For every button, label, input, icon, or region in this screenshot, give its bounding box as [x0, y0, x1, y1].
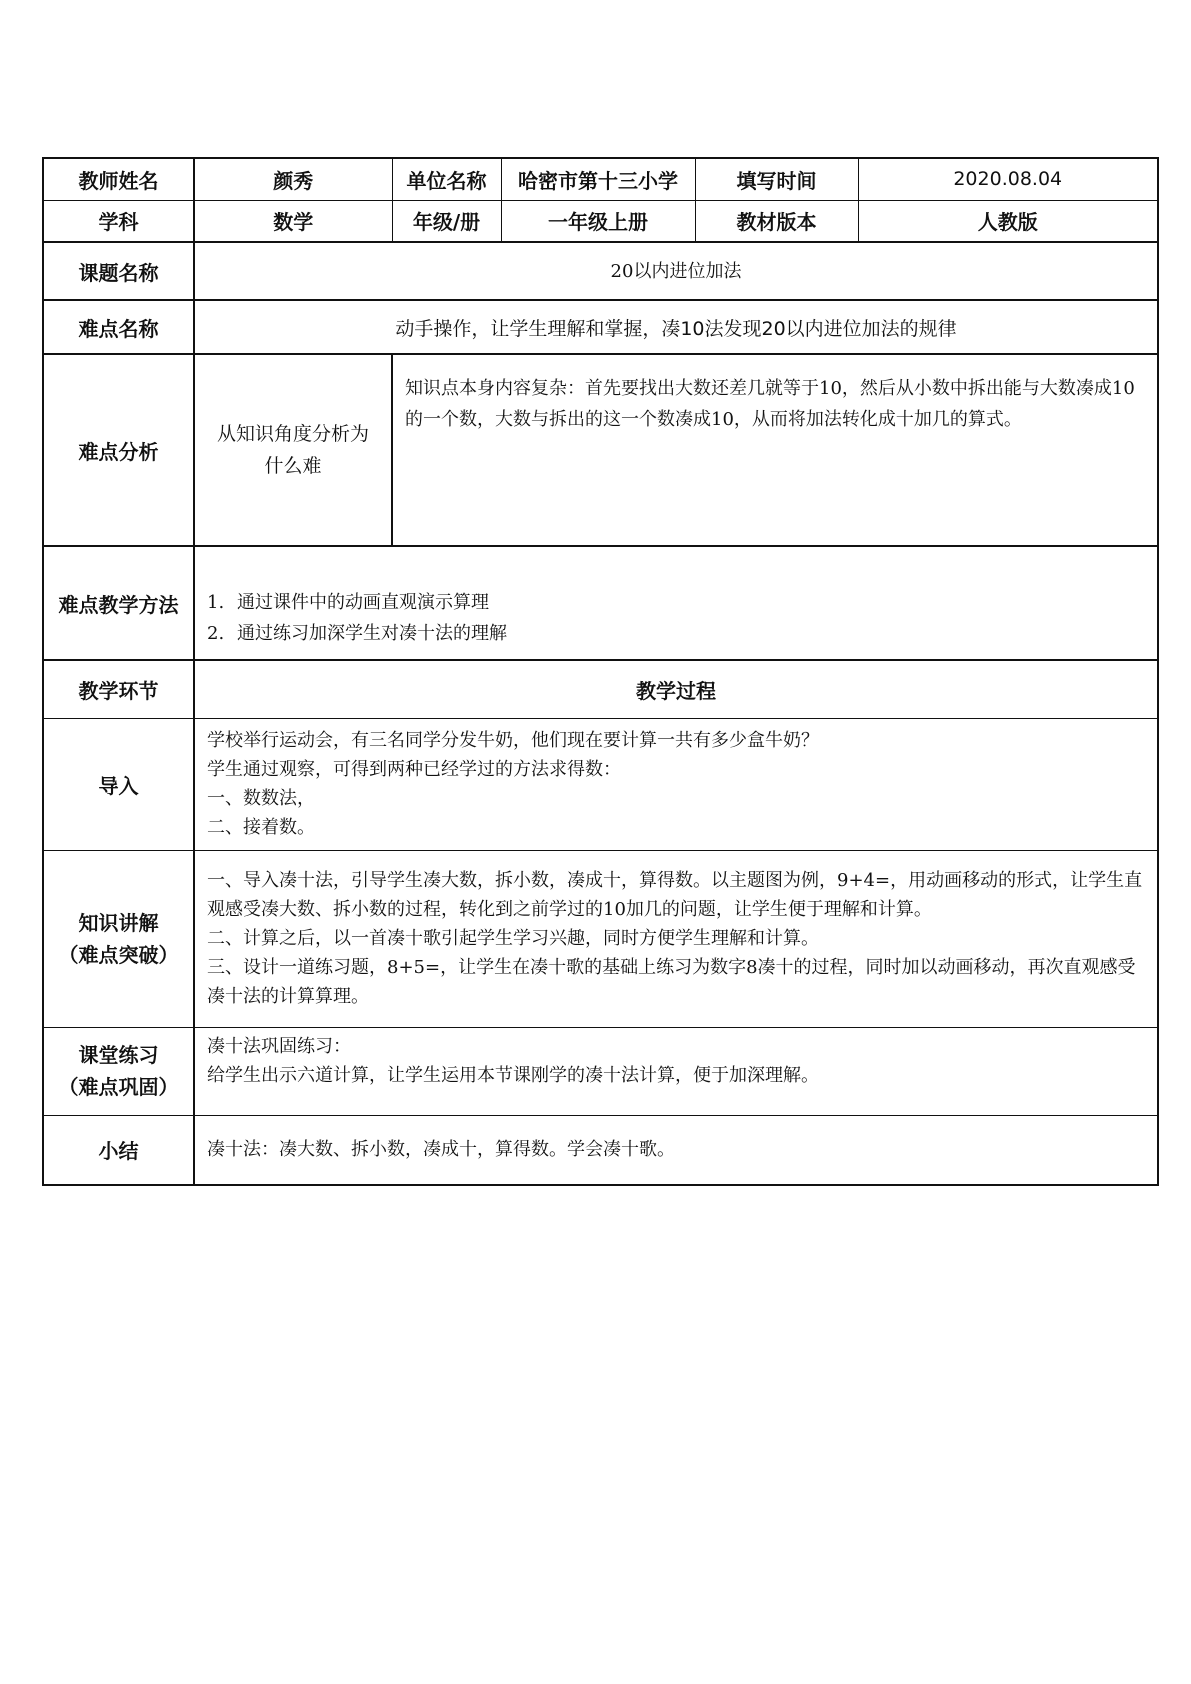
knowledge-paragraph: 一、导入凑十法，引导学生凑大数，拆小数，凑成十，算得数。以主题图为例，9+4=，用动画移动的形式，让学生直观感受凑大数、拆小数的过程，转化到之前学过的10加几的问题，让学生便于理解和计算。: [207, 870, 1143, 920]
process-title: 教学过程: [194, 660, 1158, 718]
intro-text: [194, 718, 1158, 850]
difficulty-value: 动手操作，让学生理解和掌握，凑10法发现20以内进位加法的规律: [194, 300, 1158, 354]
teacher-label: 教师姓名: [43, 158, 194, 200]
intro-line: 学生通过观察，可得到两种已经学过的方法求得数：: [207, 759, 621, 780]
practice-line: 给学生出示六道计算，让学生运用本节课刚学的凑十法计算，便于加深理解。: [207, 1064, 819, 1086]
lesson-plan-table: [42, 157, 1159, 1186]
summary-text: 凑十法：凑大数、拆小数，凑成十，算得数。学会凑十歌。: [194, 1115, 1158, 1185]
knowledge-text: [194, 850, 1158, 1027]
unit-label: 单位名称: [392, 158, 501, 200]
subject-label: 学科: [43, 200, 194, 242]
unit-name: 哈密市第十三小学: [501, 158, 695, 200]
analysis-text: 知识点本身内容复杂：首先要找出大数还差几就等于10，然后从小数中拆出能与大数凑成10的一个数，大数与拆出的这一个数凑成10，从而将加法转化成十加几的算式。: [392, 354, 1158, 546]
teacher-name: 颜秀: [194, 158, 392, 200]
lesson-plan-sheet: [42, 157, 1157, 1186]
analysis-sub-label: 从知识角度分析为什么难: [216, 423, 369, 477]
method-item: 2. 通过练习加深学生对凑十法的理解: [207, 623, 507, 644]
knowledge-paragraph: 三、设计一道练习题，8+5=，让学生在凑十歌的基础上练习为数字8凑十的过程，同时加以动画移动，再次直观感受凑十法的计算算理。: [207, 957, 1136, 1007]
date-value: 2020.08.04: [858, 158, 1158, 200]
difficulty-label: 难点名称: [43, 300, 194, 354]
method-label: 难点教学方法: [43, 546, 194, 660]
knowledge-paragraph: 二、计算之后，以一首凑十歌引起学生学习兴趣，同时方便学生理解和计算。: [207, 928, 819, 949]
edition-value: 人教版: [858, 200, 1158, 242]
knowledge-label: 知识讲解 （难点突破）: [43, 850, 194, 1027]
grade-label: 年级/册: [392, 200, 501, 242]
subject-value: 数学: [194, 200, 392, 242]
method-list: [194, 546, 1158, 660]
grade-value: 一年级上册: [501, 200, 695, 242]
method-item: 1. 通过课件中的动画直观演示算理: [207, 592, 489, 613]
topic-label: 课题名称: [43, 242, 194, 300]
intro-line: 学校举行运动会，有三名同学分发牛奶，他们现在要计算一共有多少盒牛奶？: [207, 730, 819, 751]
analysis-label: 难点分析: [43, 354, 194, 546]
topic-value: 20以内进位加法: [194, 242, 1158, 300]
intro-line: 一、数数法，: [207, 788, 315, 809]
practice-line: 凑十法巩固练习：: [207, 1035, 351, 1057]
summary-label: 小结: [43, 1115, 194, 1185]
intro-line: 二、接着数。: [207, 817, 315, 838]
practice-label: 课堂练习 （难点巩固）: [43, 1027, 194, 1115]
process-label: 教学环节: [43, 660, 194, 718]
edition-label: 教材版本: [695, 200, 858, 242]
date-label: 填写时间: [695, 158, 858, 200]
practice-text: [194, 1027, 1158, 1115]
analysis-sub-label-cell: [194, 354, 392, 546]
intro-label: 导入: [43, 718, 194, 850]
